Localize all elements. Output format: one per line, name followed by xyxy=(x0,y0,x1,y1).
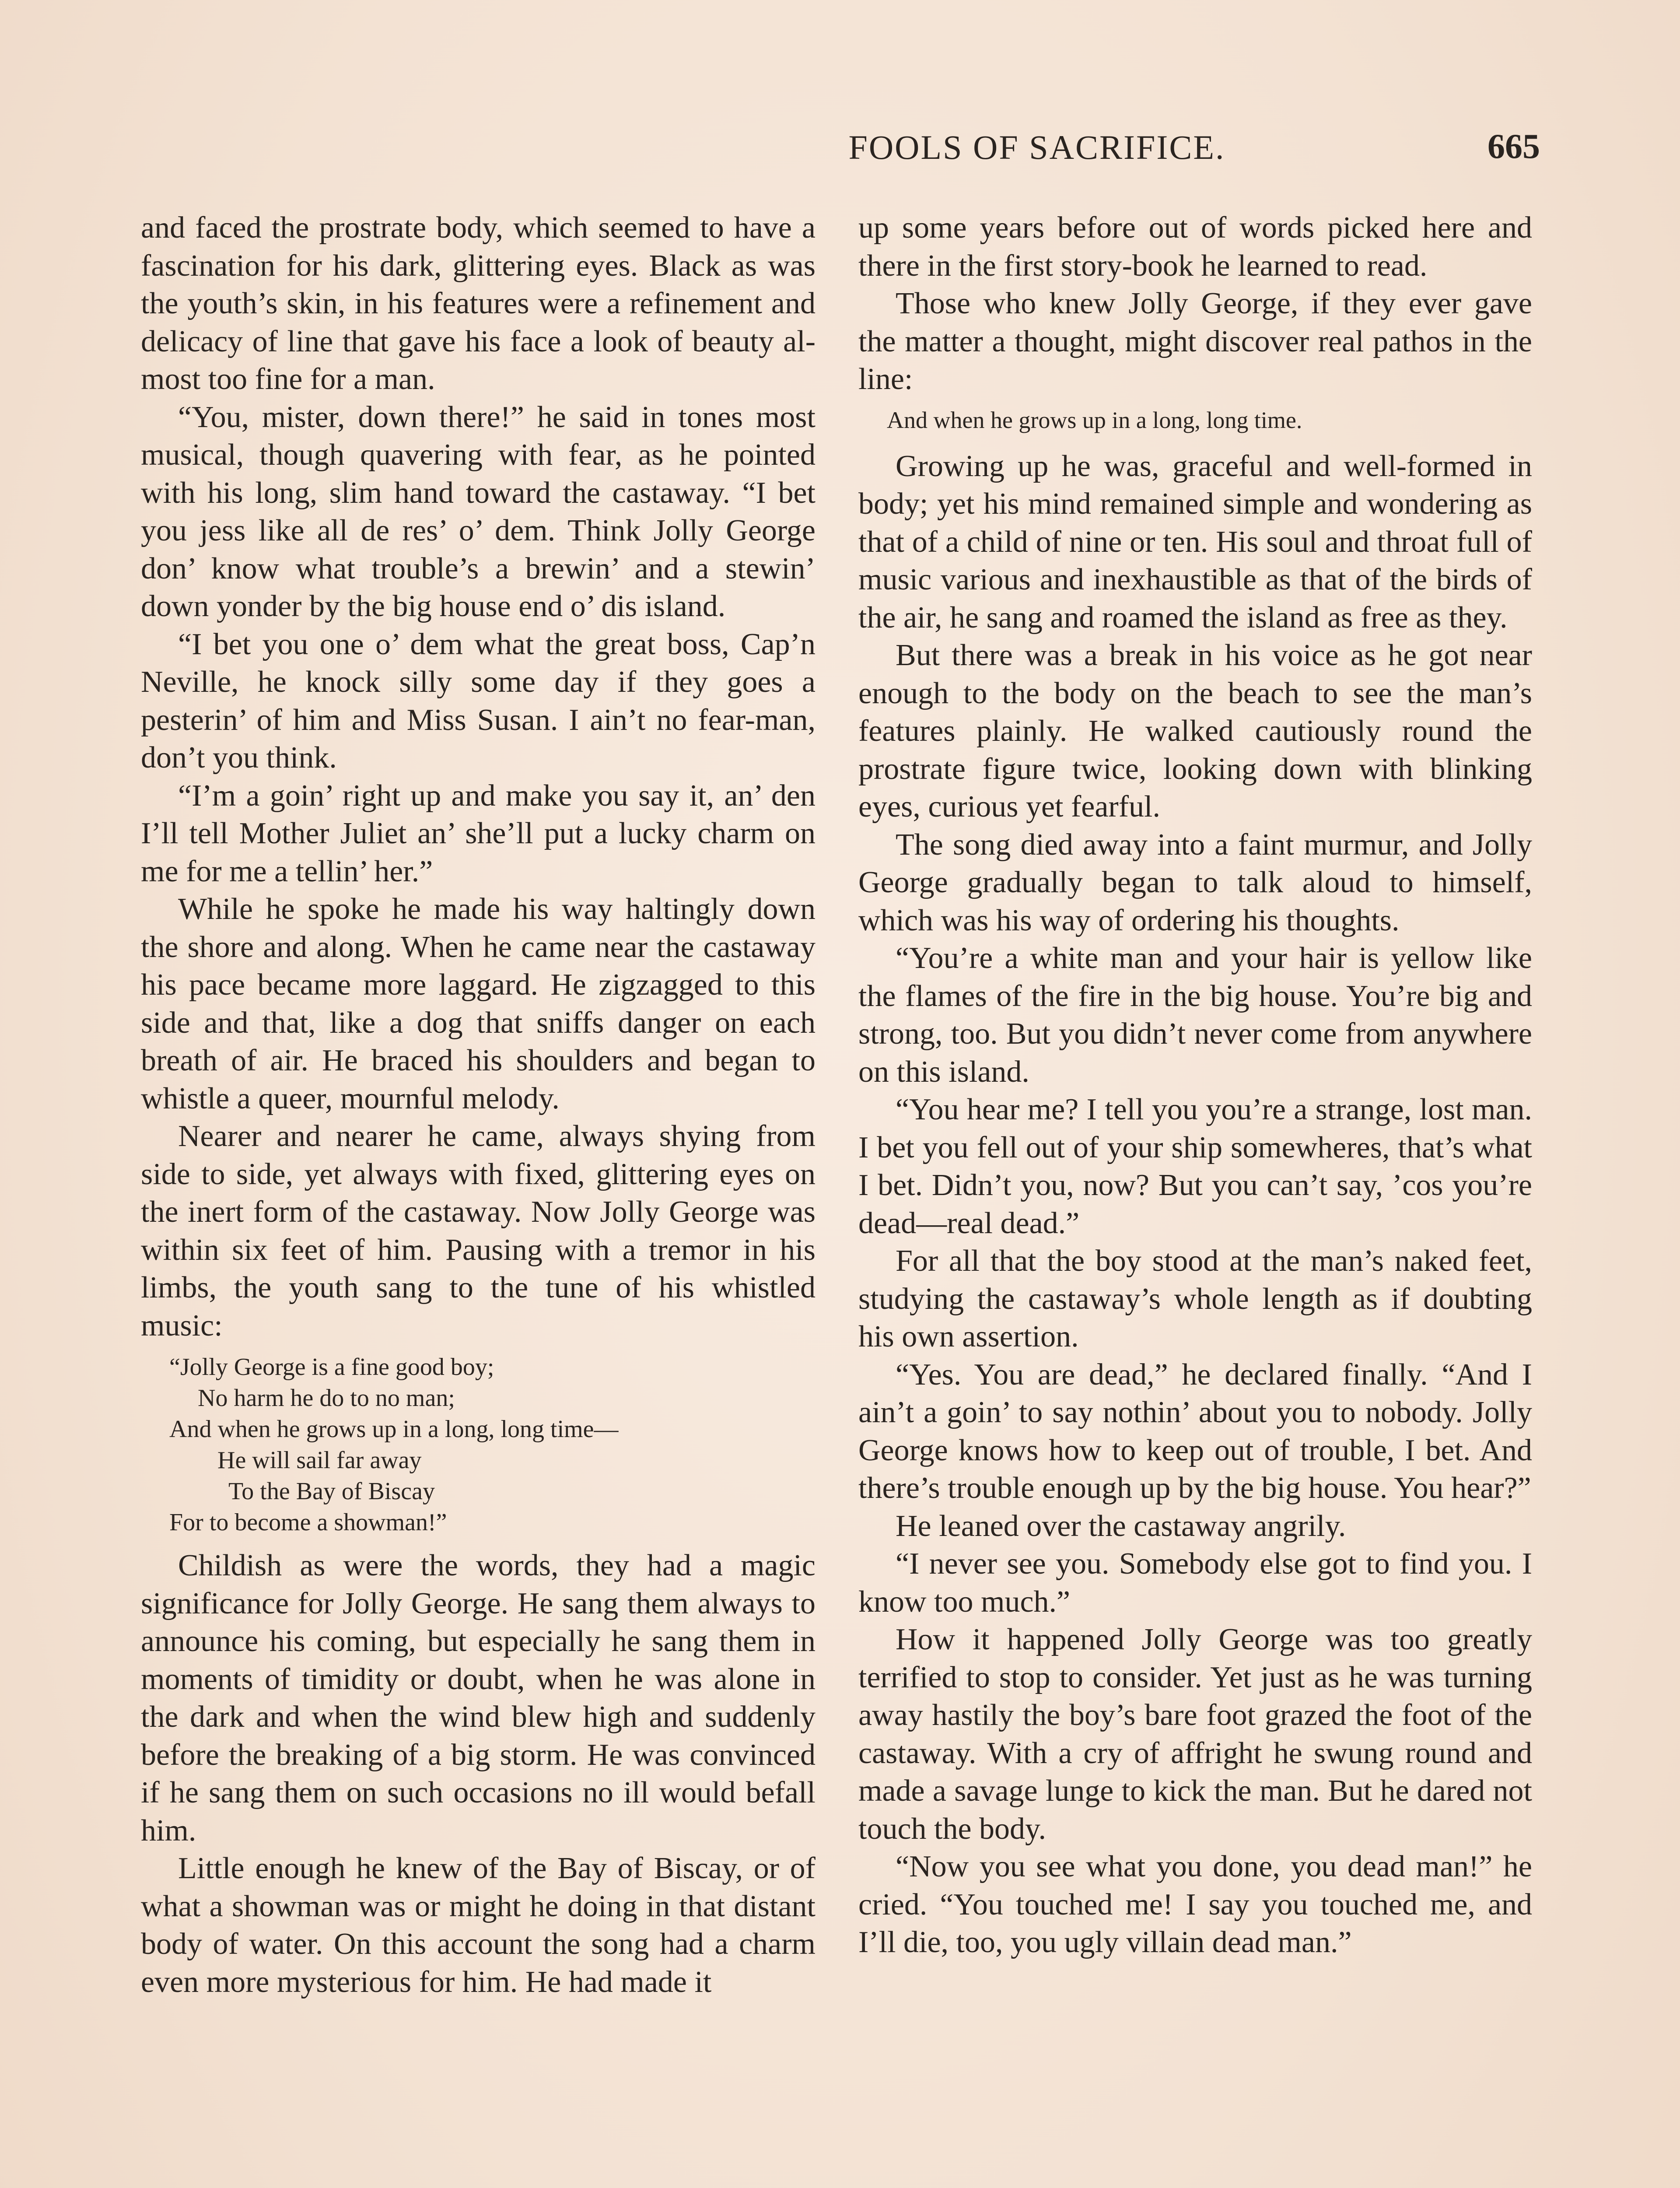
paragraph: Growing up he was, graceful and well-formed in body; yet his mind remained simple and wondering as that of a child of nine or ten. His soul and throat full of music various and inexhaustible as that of the birds of the air, he sang and roamed the island as free as they. xyxy=(858,449,1532,635)
paragraph: “You’re a white man and your hair is yellow like the flames of the fire in the big house. You’re big and strong, too. But you didn’t never come from anywhere on this island. xyxy=(858,941,1532,1089)
paragraph: Little enough he knew of the Bay of Biscay, or of what a showman was or might he doing in that distant body of water. On this account the song had a charm even more mysterious for him. He had made it xyxy=(141,1851,816,1999)
verse-line: And when he grows up in a long, long time— xyxy=(169,1416,619,1443)
paragraph: “Yes. You are dead,” he declared finally. “And I ain’t a goin’ to say nothin’ about you to nobody. Jolly George knows how to keep out of trouble, I bet. And there’s trouble enough up by the big house. You hear?” xyxy=(858,1357,1532,1505)
paragraph: Childish as were the words, they had a magic significance for Jolly George. He sang them always to announce his coming, but especially he sang them in moments of timidity or doubt, when he was alone in the dark and when the wind blew high and suddenly before the breaking of a big storm. He was convinced if he sang them on such occasions no ill would befall him. xyxy=(141,1549,816,1848)
paragraph: “I’m a goin’ right up and make you say it, an’ den I’ll tell Mother Juliet an’ she’ll put a lucky charm on me for me a tellin’ her.” xyxy=(141,778,816,888)
paragraph: Nearer and nearer he came, always shying from side to side, yet always with fixed, glittering eyes on the inert form of the castaway. Now Jolly George was within six feet of him. Pausing with a tremor in his limbs, the youth sang to the tune of his whistled music: xyxy=(141,1119,816,1343)
paragraph: Those who knew Jolly George, if they ever gave the matter a thought, might discover real pathos in the line: xyxy=(858,287,1532,396)
song-verse xyxy=(141,1352,816,1538)
verse-line: To the Bay of Biscay xyxy=(228,1478,435,1505)
paragraph: and faced the prostrate body, which seemed to have a fascination for his dark, glittering eyes. Black as was the youth’s skin, in his features were a refinement and delicacy of line that gave his face a look of beauty almost too fine for a man. xyxy=(141,211,816,396)
paragraph: For all that the boy stood at the man’s naked feet, studying the castaway’s whole length as if doubting his own assertion. xyxy=(858,1244,1532,1353)
verse-line: For to become a showman!” xyxy=(169,1509,447,1536)
paragraph: “I never see you. Somebody else got to find you. I know too much.” xyxy=(858,1547,1532,1619)
left-column xyxy=(141,209,816,2001)
paragraph: How it happened Jolly George was too greatly terrified to stop to consider. Yet just as he was turning away hastily the boy’s bare foot grazed the foot of the castaway. With a cry of affright he swung round and made a savage lunge to kick the man. But he dared not touch the body. xyxy=(858,1623,1532,1846)
running-header-title: FOOLS OF SACRIFICE. xyxy=(848,128,1225,166)
right-column xyxy=(858,209,1532,1962)
paragraph: “Now you see what you done, you dead man!” he cried. “You touched me! I say you touched me, and I’ll die, too, you ugly villain dead man.” xyxy=(858,1850,1532,1959)
paragraph: While he spoke he made his way haltingly down the shore and along. When he came near the castaway his pace became more laggard. He zigzagged to this side and that, like a dog that sniffs danger on each breath of air. He braced his shoulders and began to whistle a queer, mournful melody. xyxy=(141,892,816,1115)
paragraph: up some years before out of words picked here and there in the first story-book he learned to read. xyxy=(858,211,1532,283)
page-number: 665 xyxy=(1488,127,1540,166)
verse-line: No harm he do to no man; xyxy=(198,1385,455,1412)
paragraph: “I bet you one o’ dem what the great boss, Cap’n Neville, he knock silly some day if they goes a pesterin’ of him and Miss Susan. I ain’t no fear-man, don’t you think. xyxy=(141,627,816,775)
quoted-verse-line: And when he grows up in a long, long time. xyxy=(887,407,1302,433)
paragraph: The song died away into a faint murmur, and Jolly George gradually began to talk aloud to himself, which was his way of ordering his thoughts. xyxy=(858,828,1532,937)
paragraph: But there was a break in his voice as he got near enough to the body on the beach to see the man’s features plainly. He walked cautiously round the prostrate figure twice, looking down with blinking eyes, curious yet fearful. xyxy=(858,638,1532,824)
verse-line: “Jolly George is a fine good boy; xyxy=(169,1353,494,1381)
verse-line: He will sail far away xyxy=(217,1447,422,1474)
paragraph: He leaned over the castaway angrily. xyxy=(896,1509,1346,1543)
paragraph: “You, mister, down there!” he said in tones most musical, though quavering with fear, as he pointed with his long, slim hand toward the castaway. “I bet you jess like all de res’ o’ dem. Think Jolly George don’ know what trouble’s a brewin’ and a stewin’ down yonder by the big house end o’ dis island. xyxy=(141,400,816,623)
paragraph: “You hear me? I tell you you’re a strange, lost man. I bet you fell out of your ship somewheres, that’s what I bet. Didn’t you, now? But you can’t say, ’cos you’re dead—real dead.” xyxy=(858,1093,1532,1240)
